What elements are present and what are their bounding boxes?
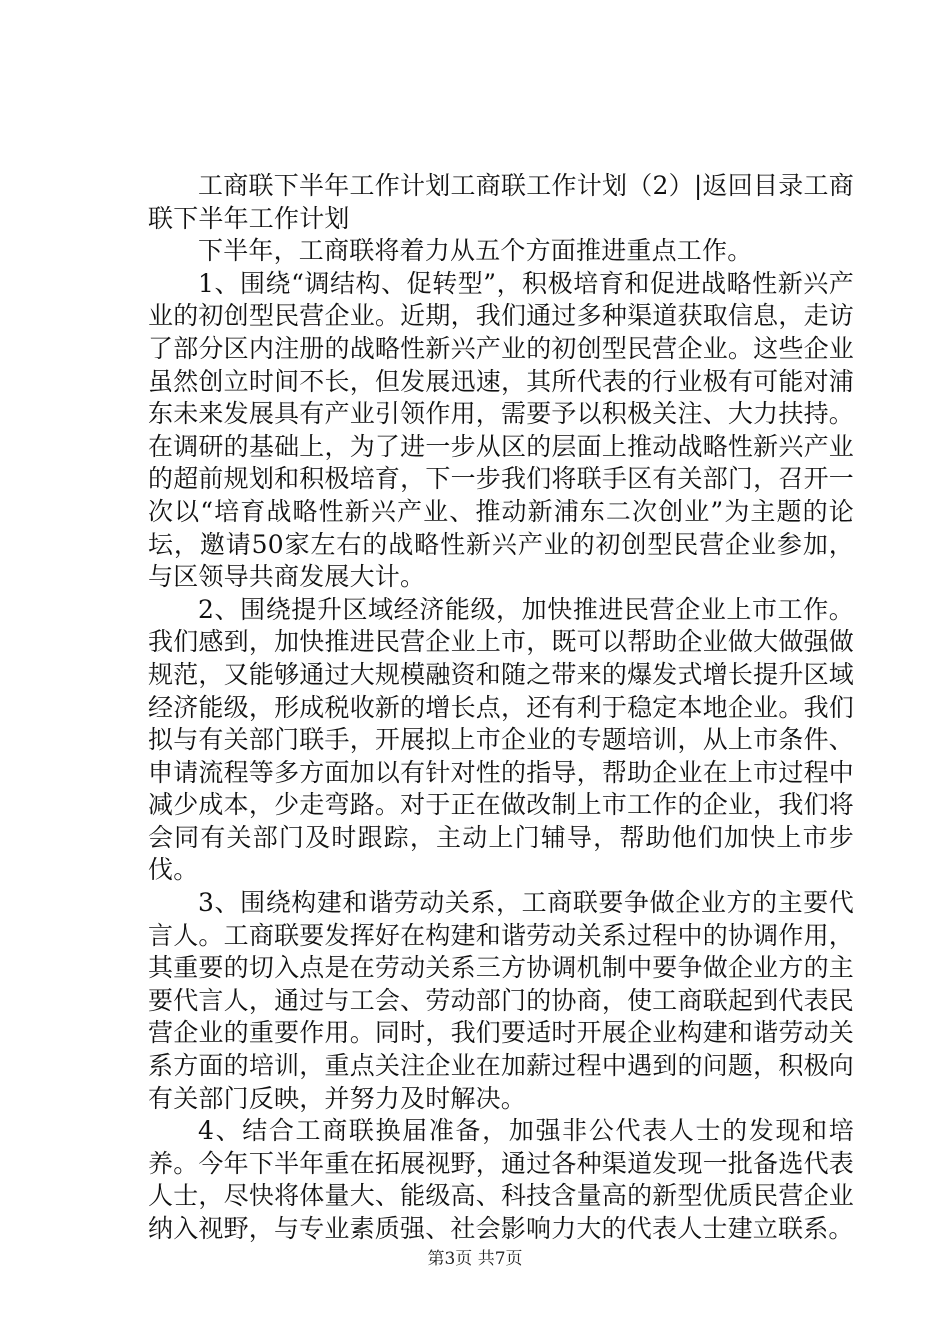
paragraph-item-1: 1、围绕“调结构、促转型”，积极培育和促进战略性新兴产业的初创型民营企业。近期，我们通过多种渠道获取信息，走访了部分区内注册的战略性新兴产业的初创型民营企业。这些企业虽然创立时间不长，但发展迅速，其所代表的行业极有可能对浦东未来发展具有产业引领作用，需要予以积极关注、大力扶持。在调研的基础上，为了进一步从区的层面上推动战略性新兴产业的超前规划和积极培育，下一步我们将联手区有关部门，召开一次以“培育战略性新兴产业、推动新浦东二次创业”为主题的论坛，邀请50家左右的战略性新兴产业的初创型民营企业参加，与区领导共商发展大计。 xyxy=(148,268,854,592)
paragraph-intro: 下半年，工商联将着力从五个方面推进重点工作。 xyxy=(198,236,753,266)
document-body xyxy=(148,170,854,1246)
paragraph-item-3: 3、围绕构建和谐劳动关系，工商联要争做企业方的主要代言人。工商联要发挥好在构建和谐劳动关系过程中的协调作用，其重要的切入点是在劳动关系三方协调机制中要争做企业方的主要代言人，通过与工会、劳动部门的协商，使工商联起到代表民营企业的重要作用。同时，我们要适时开展企业构建和谐劳动关系方面的培训，重点关注企业在加薪过程中遇到的问题，积极向有关部门反映，并努力及时解决。 xyxy=(148,888,854,1113)
paragraph-item-4: 4、结合工商联换届准备，加强非公代表人士的发现和培养。今年下半年重在拓展视野，通过各种渠道发现一批备选代表人士，尽快将体量大、能级高、科技含量高的新型优质民营企业纳入视野，与专业素质强、社会影响力大的代表人士建立联系。 xyxy=(148,1116,854,1243)
paragraph-item-2: 2、围绕提升区域经济能级，加快推进民营企业上市工作。我们感到，加快推进民营企业上市，既可以帮助企业做大做强做规范，又能够通过大规模融资和随之带来的爆发式增长提升区域经济能级，形成税收新的增长点，还有利于稳定本地企业。我们拟与有关部门联手，开展拟上市企业的专题培训，从上市条件、申请流程等多方面加以有针对性的指导，帮助企业在上市过程中减少成本，少走弯路。对于正在做改制上市工作的企业，我们将会同有关部门及时跟踪，主动上门辅导，帮助他们加快上市步伐。 xyxy=(148,594,854,885)
document-title: 工商联下半年工作计划工商联工作计划（2）|返回目录工商联下半年工作计划 xyxy=(148,171,854,233)
page-number-footer: 第3页 共7页 xyxy=(427,1249,523,1269)
